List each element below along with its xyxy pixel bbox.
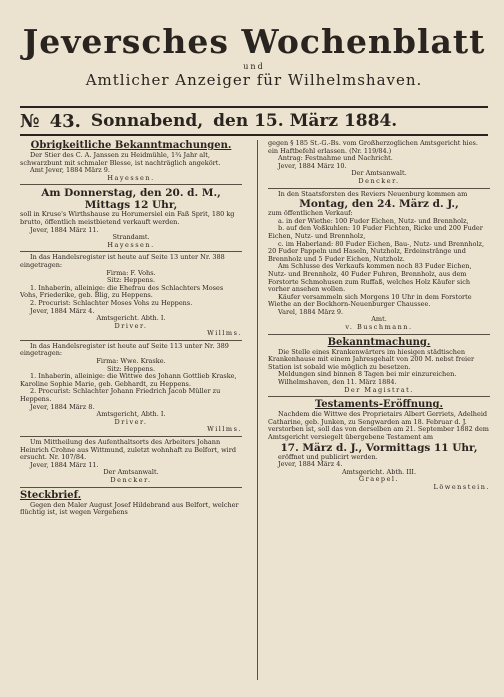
- test-text: Nachdem die Wittwe des Proprietairs Albert Gerriets, Adelheid Catharine, geb. Junken, zu Sengwarden am 18. Februar d. J. verstorben ist, soll das von derselben am 21. September 1882 dem Amtsgericht versiegelt übergebene Testament am: [268, 410, 489, 441]
- divider: [20, 340, 242, 341]
- register-vohs-intro: In das Handelsregister ist heute auf Seite 13 unter Nr. 388 eingetragen:: [20, 253, 225, 269]
- notice-crohne-office: Der Amtsanwalt.: [103, 468, 159, 477]
- holz-verkauf: zum öffentlichen Verkauf:: [268, 209, 353, 218]
- section-heading-testament: Testaments-Eröffnung.: [314, 399, 444, 411]
- test-eroeffnet: eröffnet und publicirt werden.: [278, 452, 378, 461]
- holz-headline: Montag, den 24. März d. J.,: [299, 198, 459, 211]
- register-kraske-place: Jever, 1884 März 8.: [30, 402, 95, 411]
- holz-item-c: c. im Haberland: 80 Fuder Eichen, Bau-, Nutz- und Brennholz, 20 Fuder Pappeln und Haseln, Nutzholz, Erdeinstränge und Brennholz und 5 Fuder Eichen, Nutzholz.: [268, 239, 485, 263]
- notice-sprit-place: Jever, 1884 März 11.: [30, 225, 99, 234]
- test-clerk: Löwenstein.: [433, 482, 490, 491]
- register-kraske-firma: Firma: Wwe. Kraske.: [96, 357, 166, 366]
- test-court: Amtsgericht. Abth. III.: [341, 467, 417, 476]
- notice-sprit-sign: Hayessen.: [107, 240, 155, 249]
- bek-text: Die Stelle eines Krankenwärters im hiesigen städtischen Krankenhause mit einem Jahresgehalt von 200 M. nebst freier Station ist sobald wie möglich zu besetzen.: [268, 347, 475, 371]
- register-kraske-sitz: Sitz: Heppens.: [106, 364, 156, 373]
- notice-sprit-headline: Am Donnerstag, den 20. d. M., Mittags 12 Uhr,: [41, 187, 221, 212]
- steckbrief-continued-text: gegen § 185 St.-G.-Bs. vom Großherzoglichen Amtsgericht hies. ein Haftbefehl erlassen. (Nr. 119/84.): [268, 140, 478, 155]
- test-headline: 17. März d. J., Vormittags 11 Uhr,: [280, 441, 478, 454]
- register-kraske-clerk: Willms.: [207, 425, 242, 434]
- divider: [20, 184, 242, 185]
- steckbrief-office: Der Amtsanwalt.: [351, 169, 407, 178]
- issue-number: 43.: [49, 110, 81, 132]
- steckbrief-place: Jever, 1884 März 10.: [278, 161, 347, 170]
- holz-kaeufer: Käufer versammeln sich Morgens 10 Uhr in dem Forstorte Wiethe an der Bockhorn-Neuenburger Chaussee.: [268, 292, 472, 309]
- right-column: [268, 140, 490, 680]
- divider: [268, 188, 490, 189]
- section-heading-steckbrief: Steckbrief.: [20, 489, 82, 501]
- masthead: [20, 22, 488, 89]
- holz-schlusse: Am Schlusse des Verkaufs kommen noch 83 Fuder Eichen, Nutz- und Brennholz, 40 Fuder Fuhren, Brennholz, aus dem Forstorte Schmohusen zum Ruffaß, welches Holz Käufer sich vorher ansehen wollen.: [268, 262, 472, 294]
- bek-meldungen: Meldungen sind binnen 8 Tagen bei mir einzureichen.: [278, 370, 457, 379]
- holz-item-a: a. in der Wiethe: 100 Fuder Eichen, Nutz- und Brennholz,: [278, 216, 469, 225]
- notice-stier-place: Amt Jever, 1884 März 9.: [30, 166, 110, 175]
- issue-day: Sonnabend,: [90, 111, 204, 131]
- register-kraske-owner: 1. Inhaberin, alleinige: die Wittwe des Johann Gottlieb Kraske, Karoline Sophie Marie, geb. Gebhardt, zu Heppens.: [20, 372, 237, 388]
- divider: [20, 436, 242, 437]
- section-heading-bekanntmachung: Bekanntmachung.: [327, 336, 431, 348]
- bek-sign: Der Magistrat.: [344, 385, 414, 394]
- register-vohs-clerk: Willms.: [207, 329, 242, 338]
- holz-office: Amt.: [371, 315, 387, 324]
- notice-crohne-place: Jever, 1884 März 11.: [30, 460, 99, 469]
- register-vohs-owner: 1. Inhaberin, alleinige: die Ehefrau des Schlachters Moses Vohs, Friederike, geb. Blig, zu Heppens.: [20, 283, 224, 300]
- holz-place: Varel, 1884 März 9.: [278, 307, 344, 316]
- issue-date: den 15. März 1884.: [213, 111, 398, 131]
- newspaper-subtitle: Amtlicher Anzeiger für Wilhelmshaven.: [85, 71, 423, 89]
- masthead-und: und: [243, 62, 265, 71]
- register-kraske-court: Amtsgericht, Abth. I.: [96, 410, 166, 419]
- register-vohs-sign: Driver.: [114, 321, 148, 330]
- left-column: [20, 140, 242, 680]
- register-vohs-procurist: 2. Procurist: Schlachter Moses Vohs zu Heppens.: [30, 298, 193, 307]
- register-kraske-intro: In das Handelsregister ist heute auf Seite 113 unter Nr. 389 eingetragen:: [20, 341, 229, 358]
- register-vohs-sitz: Sitz: Heppens.: [106, 276, 156, 285]
- divider: [20, 487, 242, 488]
- issue-number-sign: №: [20, 110, 40, 132]
- steckbrief-text: Gegen den Maler August Josef Hildebrand aus Belfort, welcher flüchtig ist, ist wegen Vergehens: [20, 500, 239, 517]
- register-vohs-place: Jever, 1884 März 4.: [30, 306, 95, 315]
- test-place: Jever, 1884 März 4.: [278, 460, 343, 469]
- notice-stier-sign: Hayessen.: [107, 173, 155, 182]
- notice-stier-text: Der Stier des C. A. Janssen zu Heidmühle, 1¾ Jahr alt, schwarzbunt mit schmaler Blesse, ist nachträglich angekört.: [20, 151, 221, 167]
- divider: [268, 334, 490, 335]
- notice-crohne-sign: Dencker.: [110, 475, 152, 484]
- bek-place: Wilhelmshaven, den 11. März 1884.: [278, 378, 397, 387]
- notice-sprit-text: soll in Kruse's Wirthshause zu Horumersiel ein Faß Sprit, 180 kg brutto, öffentlich meistbietend verkauft werden.: [20, 210, 235, 226]
- register-kraske-sign: Driver.: [114, 417, 148, 426]
- holz-sign: v. Buschmann.: [345, 323, 413, 332]
- issue-dateline: [20, 106, 488, 136]
- notice-crohne-text: Um Mittheilung des Aufenthaltsorts des Arbeiters Johann Heinrich Crohne aus Wittmund, zuletzt wohnhaft zu Belfort, wird ersucht. Nr. 107/84.: [20, 438, 237, 462]
- register-vohs-firma: Firma: F. Vohs.: [106, 268, 156, 277]
- column-divider: [257, 140, 258, 680]
- newspaper-title: Jeversches Wochenblatt: [22, 22, 486, 61]
- notice-sprit-office: Strandamt.: [112, 233, 150, 242]
- register-vohs-court: Amtsgericht. Abth. I.: [96, 314, 166, 323]
- steckbrief-sign: Dencker.: [358, 176, 400, 185]
- divider: [20, 251, 242, 252]
- divider: [268, 396, 490, 397]
- holz-item-b: b. auf den Voßkuhlen: 10 Fuder Fichten, Ricke und 200 Fuder Eichen, Nutz- und Brennholz,: [268, 224, 483, 240]
- register-kraske-procurist: 2. Procurist: Schlachter Johann Friedrich Jacob Müller zu Heppens.: [20, 387, 221, 404]
- section-heading-official: Obrigkeitliche Bekanntmachungen.: [30, 140, 232, 151]
- steckbrief-antrag: Antrag: Festnahme und Nachricht.: [278, 154, 393, 163]
- holz-intro: In den Staatsforsten des Reviers Neuenburg kommen am: [278, 189, 468, 198]
- test-sign: Graepel.: [358, 475, 400, 484]
